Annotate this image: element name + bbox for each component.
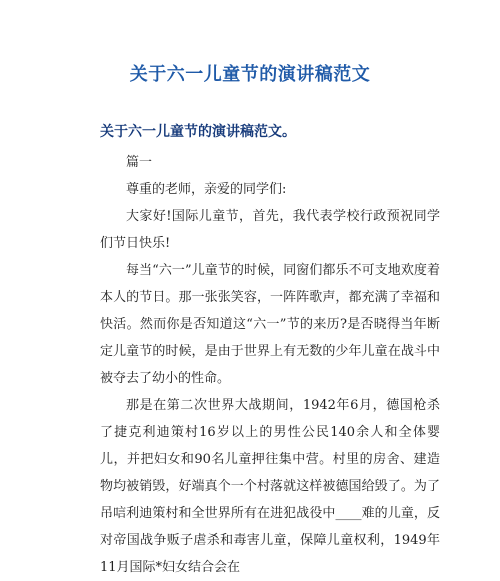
paragraph-2: 每当“六一”儿童节的时候，同窗们都乐不可支地欢度着本人的节日。那一张张笑容，一阵阵歌声，都充满了幸福和快活。然而你是否知道这“六一”节的来历?是否晓得当年断定儿童节的时候，是由于世界上有无数的少年儿童在战斗中被夺去了幼小的性命。 bbox=[100, 263, 440, 386]
section-label: 篇一 bbox=[126, 155, 153, 170]
document-title: 关于六一儿童节的演讲稿范文 bbox=[129, 64, 371, 85]
paragraph-1: 大家好!国际儿童节，首先，我代表学校行政预祝同学们节日快乐! bbox=[100, 209, 440, 251]
greeting-line: 尊重的老师，亲爱的同学们: bbox=[126, 182, 287, 197]
paragraph-3-text: 那是在第二次世界大战期间，1942年6月，德国枪杀了捷克利迪策村16岁以上的男性公民140余人和全体婴儿，并把妇女和90名儿童押往集中营。村里的房舍、建造物均被销毁，好端真个一个村落就这样被德国给毁了。为了吊唁利迪策村和全世界所有在进犯战役中____难的儿童，反对帝国战争贩子虐杀和毒害儿童，保障儿童权利，1949年11月国际*妇女结合会在 bbox=[100, 398, 440, 575]
document-body bbox=[100, 149, 440, 581]
paragraph-3 bbox=[100, 392, 440, 581]
document-subtitle: 关于六一儿童节的演讲稿范文。 bbox=[100, 124, 296, 140]
